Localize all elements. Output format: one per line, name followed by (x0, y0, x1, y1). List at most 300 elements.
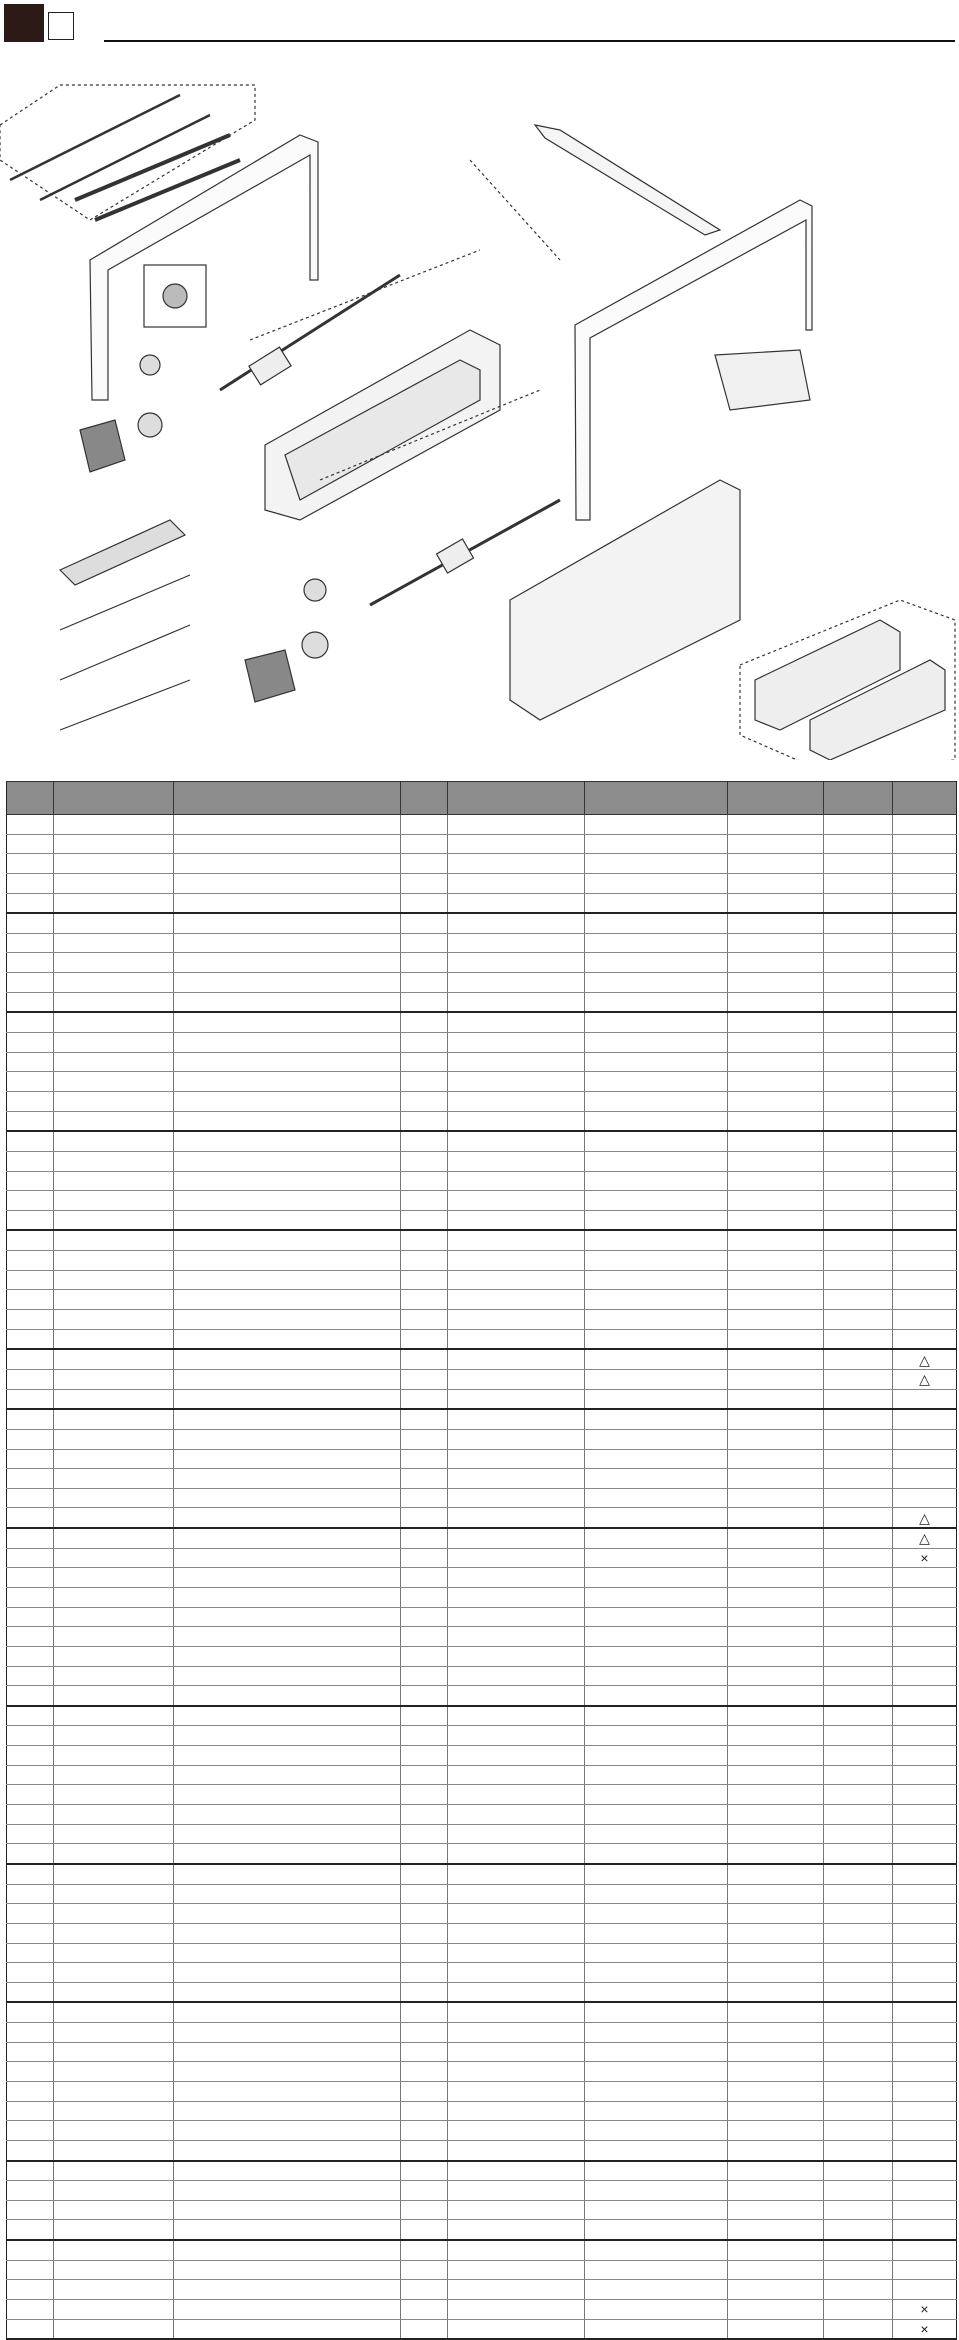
table-row (7, 1488, 957, 1508)
table-cell (448, 2002, 585, 2022)
table-cell (7, 1666, 54, 1686)
table-cell (585, 933, 728, 953)
table-cell (174, 1251, 401, 1271)
row-mark-cell (893, 1884, 957, 1904)
table-row (7, 1369, 957, 1389)
table-cell (448, 1409, 585, 1429)
col-header-mark (893, 782, 957, 815)
parts-list-table (6, 781, 957, 2340)
table-cell (824, 1824, 893, 1844)
table-cell (174, 2101, 401, 2121)
table-row (7, 1686, 957, 1706)
table-cell (585, 1587, 728, 1607)
table-cell (448, 2161, 585, 2181)
table-row (7, 2121, 957, 2141)
table-cell (585, 1844, 728, 1864)
table-cell (728, 1230, 824, 1250)
table-cell (728, 2121, 824, 2141)
table-cell (728, 873, 824, 893)
table-cell (728, 1469, 824, 1489)
table-cell (7, 2082, 54, 2102)
row-mark-cell (893, 2260, 957, 2280)
table-cell (401, 1072, 448, 1092)
table-cell (7, 1864, 54, 1884)
table-cell (7, 2220, 54, 2240)
table-cell (54, 815, 174, 835)
table-cell (174, 2140, 401, 2160)
table-cell (448, 1012, 585, 1032)
table-cell (728, 2181, 824, 2201)
row-mark-cell: △ (893, 1349, 957, 1369)
table-cell (585, 1746, 728, 1766)
table-cell (448, 1805, 585, 1825)
table-cell (585, 1488, 728, 1508)
table-cell (448, 1824, 585, 1844)
table-cell (54, 2319, 174, 2339)
table-cell (54, 1785, 174, 1805)
table-cell (401, 1746, 448, 1766)
table-cell (728, 2161, 824, 2181)
table-cell (585, 1923, 728, 1943)
table-row (7, 2002, 957, 2022)
table-cell (824, 973, 893, 993)
table-cell (585, 2300, 728, 2320)
table-cell (174, 1310, 401, 1330)
table-cell (54, 1369, 174, 1389)
row-mark-cell (893, 913, 957, 933)
table-cell (54, 2002, 174, 2022)
row-mark-cell (893, 1805, 957, 1825)
table-cell (174, 1290, 401, 1310)
table-cell (585, 1310, 728, 1330)
row-mark-cell (893, 992, 957, 1012)
table-cell (174, 2082, 401, 2102)
table-cell (54, 1904, 174, 1924)
table-cell (401, 1982, 448, 2002)
table-cell (174, 1884, 401, 1904)
table-cell (401, 2181, 448, 2201)
table-cell (7, 1646, 54, 1666)
table-cell (401, 1508, 448, 1528)
table-cell (54, 992, 174, 1012)
table-cell (824, 2002, 893, 2022)
table-cell (585, 2121, 728, 2141)
table-cell (54, 2023, 174, 2043)
table-cell (585, 1191, 728, 1211)
table-row (7, 1310, 957, 1330)
table-cell (824, 1151, 893, 1171)
table-cell (585, 1686, 728, 1706)
table-cell (824, 953, 893, 973)
table-cell (448, 1686, 585, 1706)
table-cell (448, 1251, 585, 1271)
row-mark-cell (893, 2140, 957, 2160)
table-cell (585, 1131, 728, 1151)
chapter-marker-block (4, 4, 44, 42)
table-cell (54, 834, 174, 854)
table-cell (585, 1369, 728, 1389)
table-cell (728, 1151, 824, 1171)
table-row (7, 1012, 957, 1032)
table-cell (585, 2220, 728, 2240)
table-cell (585, 1251, 728, 1271)
table-row (7, 1171, 957, 1191)
table-cell (54, 2101, 174, 2121)
table-cell (448, 1982, 585, 2002)
table-cell (54, 1131, 174, 1151)
table-cell (728, 1765, 824, 1785)
table-cell (54, 1310, 174, 1330)
table-cell (174, 1824, 401, 1844)
table-cell (728, 1646, 824, 1666)
table-cell (585, 1210, 728, 1230)
table-row (7, 1389, 957, 1409)
table-cell (448, 1329, 585, 1349)
table-cell (7, 913, 54, 933)
table-cell (824, 1686, 893, 1706)
table-cell (54, 1270, 174, 1290)
table-row (7, 2140, 957, 2160)
table-cell (174, 1111, 401, 1131)
table-cell (174, 2023, 401, 2043)
table-cell (448, 893, 585, 913)
table-cell (448, 1923, 585, 1943)
table-row (7, 1429, 957, 1449)
table-cell (448, 873, 585, 893)
table-cell (7, 1528, 54, 1548)
row-mark-cell (893, 1923, 957, 1943)
row-mark-cell (893, 1943, 957, 1963)
table-row (7, 2280, 957, 2300)
col-header-description (174, 782, 401, 815)
table-cell (448, 1151, 585, 1171)
table-cell (585, 1666, 728, 1686)
table-cell (54, 2280, 174, 2300)
table-cell (448, 1746, 585, 1766)
table-cell (174, 2319, 401, 2339)
table-cell (728, 2200, 824, 2220)
table-cell (174, 834, 401, 854)
table-cell (824, 1052, 893, 1072)
row-mark-cell (893, 1091, 957, 1111)
table-cell (174, 2181, 401, 2201)
table-cell (401, 953, 448, 973)
table-cell (7, 1409, 54, 1429)
table-cell (728, 1429, 824, 1449)
table-cell (7, 1904, 54, 1924)
table-cell (824, 1904, 893, 1924)
table-row (7, 1666, 957, 1686)
row-mark-cell (893, 1151, 957, 1171)
table-cell (585, 2319, 728, 2339)
row-mark-cell: × (893, 2319, 957, 2339)
table-row (7, 1131, 957, 1151)
table-cell (448, 1349, 585, 1369)
table-cell (728, 1210, 824, 1230)
table-cell (728, 953, 824, 973)
table-cell (728, 1627, 824, 1647)
table-cell (54, 1627, 174, 1647)
table-cell (7, 1210, 54, 1230)
table-cell (728, 2319, 824, 2339)
table-cell (7, 1548, 54, 1568)
table-cell (585, 1111, 728, 1131)
table-cell (585, 815, 728, 835)
table-cell (401, 1290, 448, 1310)
table-cell (448, 2200, 585, 2220)
table-cell (824, 1389, 893, 1409)
table-cell (7, 2062, 54, 2082)
table-cell (448, 1548, 585, 1568)
table-cell (728, 1349, 824, 1369)
table-cell (54, 2181, 174, 2201)
row-mark-cell (893, 2220, 957, 2240)
table-cell (824, 1251, 893, 1271)
table-row (7, 1587, 957, 1607)
table-cell (54, 953, 174, 973)
row-mark-cell (893, 1746, 957, 1766)
col-header-spec (448, 782, 585, 815)
table-cell (585, 2082, 728, 2102)
table-cell (401, 1488, 448, 1508)
row-mark-cell (893, 1270, 957, 1290)
table-cell (7, 1052, 54, 1072)
table-row (7, 2023, 957, 2043)
table-cell (824, 2062, 893, 2082)
table-cell (728, 973, 824, 993)
row-mark-cell (893, 1963, 957, 1983)
row-mark-cell (893, 2023, 957, 2043)
table-cell (585, 1607, 728, 1627)
table-cell (174, 1963, 401, 1983)
table-cell (7, 815, 54, 835)
table-cell (401, 1033, 448, 1053)
col-header-part-number (54, 782, 174, 815)
table-cell (728, 854, 824, 874)
table-cell (728, 1785, 824, 1805)
table-row (7, 1706, 957, 1726)
table-cell (7, 1449, 54, 1469)
table-cell (585, 2023, 728, 2043)
table-cell (7, 2101, 54, 2121)
table-row (7, 1884, 957, 1904)
table-cell (401, 1409, 448, 1429)
table-cell (401, 2220, 448, 2240)
table-cell (448, 1131, 585, 1151)
table-cell (728, 1904, 824, 1924)
table-cell (824, 1706, 893, 1726)
table-cell (174, 1508, 401, 1528)
table-cell (824, 1746, 893, 1766)
table-cell (728, 2101, 824, 2121)
table-cell (824, 1963, 893, 1983)
table-cell (54, 1052, 174, 1072)
table-cell (448, 1943, 585, 1963)
table-cell (824, 815, 893, 835)
table-row (7, 2101, 957, 2121)
table-cell (824, 1429, 893, 1449)
table-cell (54, 1091, 174, 1111)
table-cell (824, 2319, 893, 2339)
table-cell (824, 2240, 893, 2260)
table-cell (585, 953, 728, 973)
table-cell (585, 1290, 728, 1310)
table-cell (7, 953, 54, 973)
table-cell (824, 1230, 893, 1250)
table-cell (401, 1111, 448, 1131)
table-row (7, 1469, 957, 1489)
table-cell (728, 1666, 824, 1686)
table-cell (824, 854, 893, 874)
table-cell (728, 1528, 824, 1548)
col-header-qty (401, 782, 448, 815)
table-cell (728, 1171, 824, 1191)
table-cell (7, 2161, 54, 2181)
table-cell (401, 1251, 448, 1271)
table-cell (54, 2260, 174, 2280)
table-row (7, 2082, 957, 2102)
table-cell (824, 893, 893, 913)
row-mark-cell (893, 873, 957, 893)
table-row (7, 933, 957, 953)
table-cell (728, 2220, 824, 2240)
table-row (7, 1982, 957, 2002)
table-cell (824, 1568, 893, 1588)
row-mark-cell (893, 1033, 957, 1053)
table-cell (728, 1726, 824, 1746)
table-cell (728, 1746, 824, 1766)
table-row (7, 1864, 957, 1884)
table-cell (401, 1230, 448, 1250)
table-cell (401, 1012, 448, 1032)
table-cell (54, 2062, 174, 2082)
table-cell (448, 1904, 585, 1924)
table-cell (54, 1646, 174, 1666)
table-cell (728, 2062, 824, 2082)
table-cell (54, 873, 174, 893)
row-mark-cell (893, 1052, 957, 1072)
table-row (7, 1607, 957, 1627)
table-cell (7, 1012, 54, 1032)
table-row (7, 854, 957, 874)
table-cell (824, 1548, 893, 1568)
row-mark-cell (893, 2240, 957, 2260)
table-cell (728, 1389, 824, 1409)
table-cell (54, 1686, 174, 1706)
table-cell (7, 2042, 54, 2062)
table-cell (824, 1646, 893, 1666)
table-cell (448, 2319, 585, 2339)
table-cell (585, 1409, 728, 1429)
chapter-number-box (48, 12, 74, 40)
table-cell (585, 1568, 728, 1588)
table-cell (585, 1824, 728, 1844)
table-cell (448, 1310, 585, 1330)
row-mark-cell (893, 2200, 957, 2220)
table-cell (824, 1844, 893, 1864)
table-row (7, 1528, 957, 1548)
table-cell (174, 1369, 401, 1389)
row-mark-cell: △ (893, 1528, 957, 1548)
row-mark-cell (893, 1864, 957, 1884)
table-row (7, 1923, 957, 1943)
table-cell (54, 1805, 174, 1825)
table-cell (401, 1726, 448, 1746)
table-row (7, 1210, 957, 1230)
table-cell (401, 1864, 448, 1884)
table-cell (401, 933, 448, 953)
table-cell (585, 1270, 728, 1290)
table-cell (448, 1963, 585, 1983)
table-cell (7, 1805, 54, 1825)
table-cell (824, 1012, 893, 1032)
table-cell (728, 1072, 824, 1092)
table-cell (401, 834, 448, 854)
table-cell (174, 1072, 401, 1092)
table-cell (401, 1923, 448, 1943)
table-cell (585, 1528, 728, 1548)
table-cell (728, 1369, 824, 1389)
table-cell (728, 1943, 824, 1963)
table-cell (7, 1982, 54, 2002)
table-cell (824, 1785, 893, 1805)
table-cell (728, 2042, 824, 2062)
table-row (7, 1072, 957, 1092)
table-cell (585, 1805, 728, 1825)
table-cell (728, 2023, 824, 2043)
table-cell (7, 2260, 54, 2280)
table-cell (174, 933, 401, 953)
table-cell (728, 1488, 824, 1508)
table-row (7, 2181, 957, 2201)
table-cell (174, 1091, 401, 1111)
table-cell (824, 1726, 893, 1746)
table-cell (174, 1864, 401, 1884)
table-cell (401, 854, 448, 874)
table-cell (7, 2002, 54, 2022)
table-cell (824, 2161, 893, 2181)
table-row (7, 2240, 957, 2260)
table-cell (824, 1349, 893, 1369)
table-cell (54, 1884, 174, 1904)
table-cell (7, 1270, 54, 1290)
row-mark-cell (893, 1012, 957, 1032)
table-cell (54, 2042, 174, 2062)
col-header-maker (728, 782, 824, 815)
table-cell (7, 1111, 54, 1131)
row-mark-cell (893, 1607, 957, 1627)
table-cell (728, 834, 824, 854)
table-cell (585, 1052, 728, 1072)
table-cell (7, 1824, 54, 1844)
table-cell (824, 1607, 893, 1627)
table-cell (7, 1765, 54, 1785)
table-cell (728, 992, 824, 1012)
table-cell (7, 1033, 54, 1053)
table-cell (401, 1884, 448, 1904)
table-cell (401, 1646, 448, 1666)
table-cell (54, 1488, 174, 1508)
table-cell (401, 2300, 448, 2320)
table-cell (448, 1072, 585, 1092)
table-row (7, 815, 957, 835)
table-cell (401, 1310, 448, 1330)
table-cell (174, 815, 401, 835)
table-cell (54, 2300, 174, 2320)
table-cell (824, 1171, 893, 1191)
table-cell (174, 2300, 401, 2320)
table-cell (824, 1270, 893, 1290)
